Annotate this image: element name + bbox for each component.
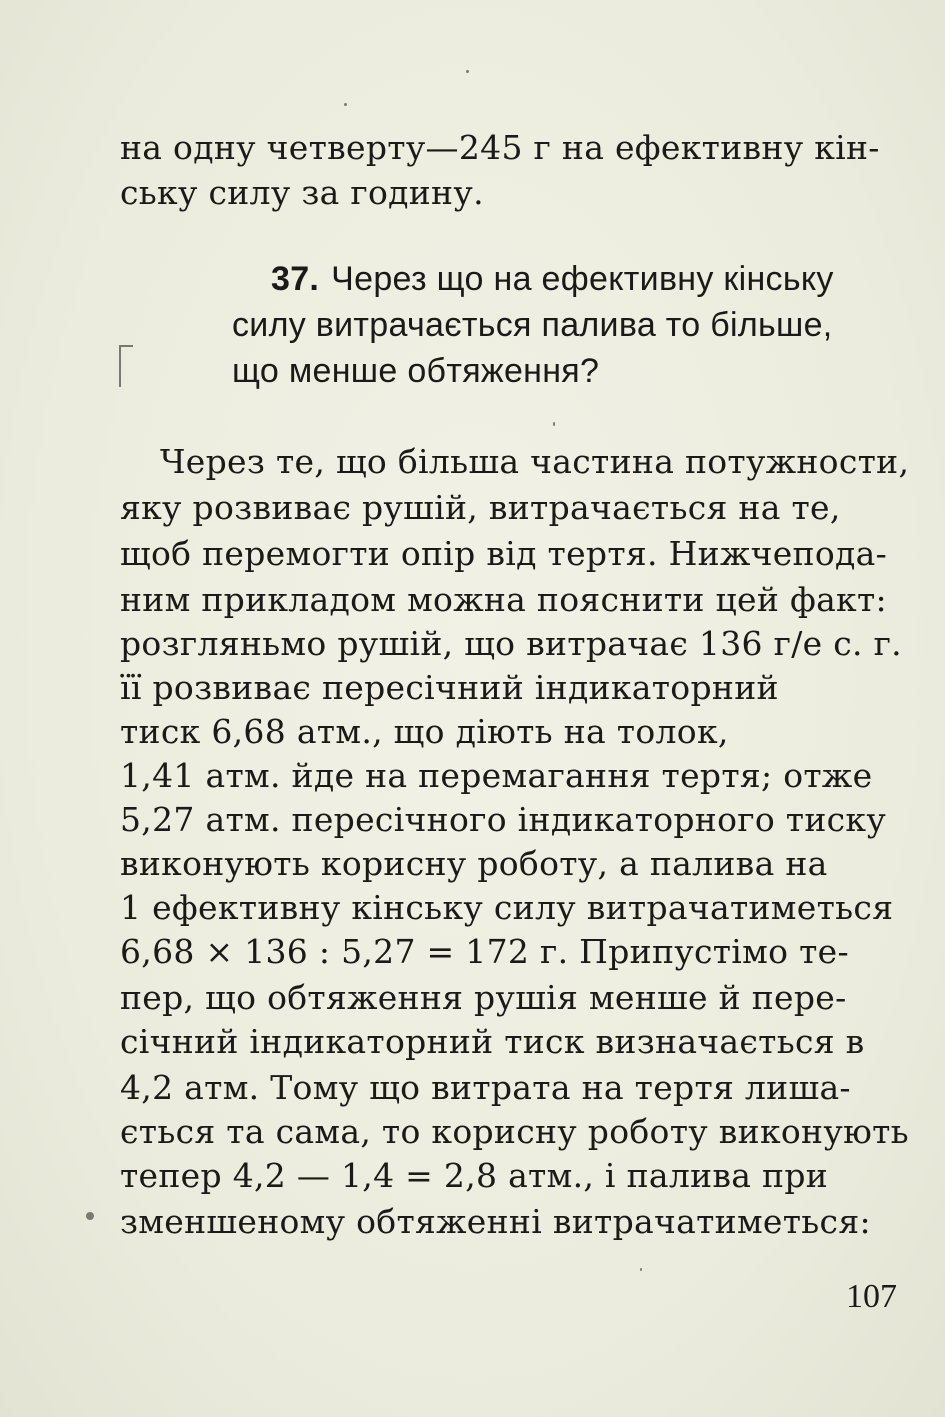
answer-text: зменшеному обтяженні витрачатиметься: xyxy=(120,1202,871,1241)
line-text: ську силу за годину. xyxy=(120,173,484,212)
answer-line xyxy=(120,488,841,527)
answer-text: щоб перемогти опір від тертя. Нижчепода- xyxy=(120,534,888,573)
answer-line xyxy=(120,756,872,795)
answer-line xyxy=(120,978,847,1017)
answer-line xyxy=(120,624,902,663)
scan-speck xyxy=(86,1212,94,1220)
answer-text: її розвиває пересічний індикаторний xyxy=(120,668,779,707)
answer-line xyxy=(120,580,887,619)
answer-line xyxy=(120,534,887,573)
answer-line xyxy=(120,668,779,707)
scan-speck xyxy=(553,422,555,426)
question-text: Через що на ефективну кінську xyxy=(331,260,834,298)
line-text: на одну четверту—245 г на ефективну кін- xyxy=(120,128,880,167)
answer-text: Через те, що більша частина потужности, xyxy=(160,442,910,481)
answer-line xyxy=(120,844,828,883)
question-line xyxy=(271,260,834,299)
question-text: силу витрачається палива то більше, xyxy=(232,306,833,344)
scan-speck xyxy=(466,70,469,73)
answer-text: виконують корисну роботу, а палива на xyxy=(120,844,828,883)
answer-line xyxy=(120,800,886,839)
answer-line xyxy=(120,888,893,927)
answer-text: січний індикаторний тиск визначається в xyxy=(120,1022,865,1061)
question-line xyxy=(232,306,833,345)
text-line xyxy=(120,173,484,212)
scan-speck xyxy=(640,1268,642,1271)
answer-text: ним прикладом можна пояснити цей факт: xyxy=(120,580,887,619)
question-number: 37. xyxy=(271,260,320,298)
question-text: що менше обтяження? xyxy=(232,352,600,390)
answer-line xyxy=(120,712,729,751)
answer-line xyxy=(120,1202,871,1241)
answer-text: тиск 6,68 атм., що діють на толок, xyxy=(120,712,729,751)
answer-line xyxy=(120,1068,851,1107)
answer-text: 1,41 атм. йде на перемагання тертя; отже xyxy=(120,756,873,795)
answer-text: 1 ефективну кінську силу витрачатиметься xyxy=(120,888,894,927)
answer-text: 5,27 атм. пересічного індикаторного тиску xyxy=(120,800,887,839)
answer-line xyxy=(120,932,849,971)
text-line xyxy=(120,128,905,167)
answer-text: 4,2 атм. Тому що витрата на тертя лиша- xyxy=(120,1068,851,1107)
question-line xyxy=(232,352,599,391)
answer-line xyxy=(120,1112,909,1151)
margin-mark xyxy=(119,345,133,387)
answer-text: тепер 4,2 — 1,4 = 2,8 атм., і палива при xyxy=(120,1156,829,1195)
answer-text: 6,68 × 136 : 5,27 = 172 г. Припустімо те- xyxy=(120,932,849,971)
answer-text: ється та сама, то корисну роботу виконують xyxy=(120,1112,909,1151)
page-number: 107 xyxy=(846,1278,897,1315)
answer-text: яку розвиває рушій, витрачається на те, xyxy=(120,488,841,527)
scan-speck xyxy=(344,103,347,106)
answer-line xyxy=(120,1156,828,1195)
answer-line xyxy=(160,442,909,481)
answer-text: пер, що обтяження рушія менше й пере- xyxy=(120,978,847,1017)
answer-text: розгляньмо рушій, що витрачає 136 г/е с. г. xyxy=(120,624,902,663)
answer-line xyxy=(120,1022,865,1061)
